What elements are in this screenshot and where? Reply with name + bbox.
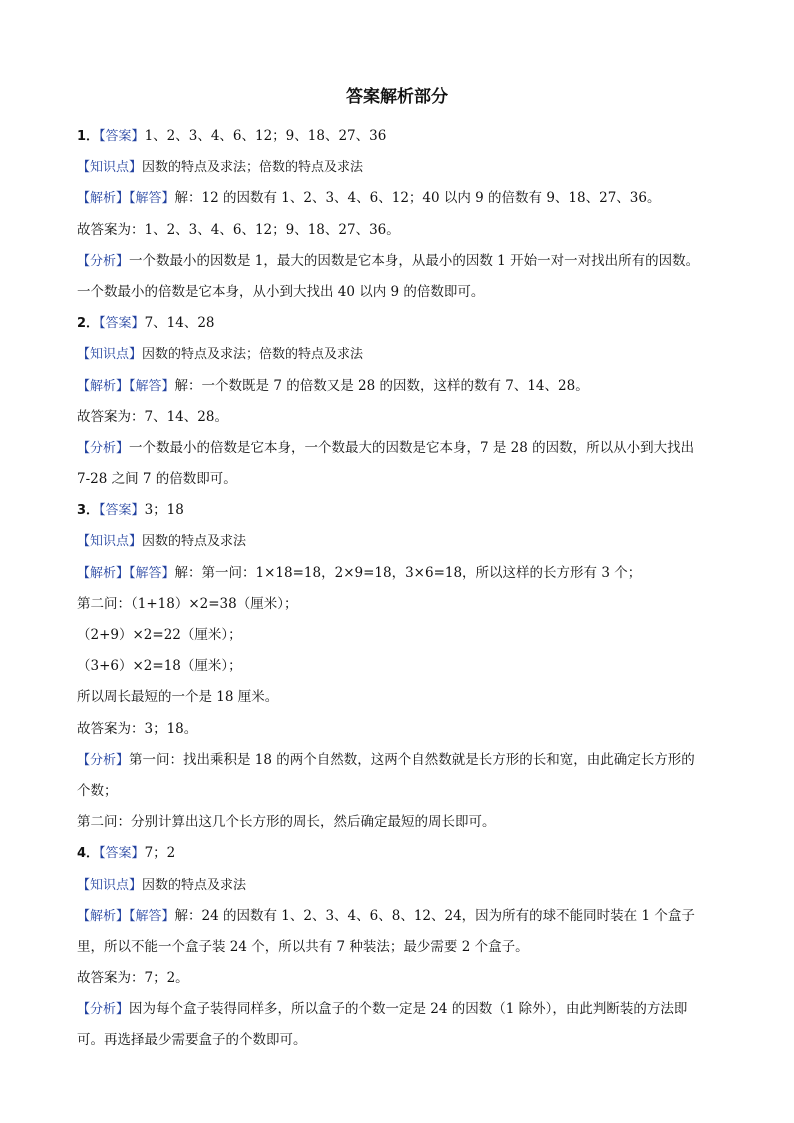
- fenxi-tag: 【分析】: [77, 1002, 130, 1018]
- knowledge-tag: 【知识点】: [77, 877, 143, 893]
- answer-text: 7；2: [144, 845, 176, 862]
- solution-text: 解：24 的因数有 1、2、3、4、6、8、12、24，因为所有的球不能同时装在 1 个盒子: [174, 907, 695, 924]
- fenxi-tag: 【分析】: [77, 253, 130, 269]
- q4-solution-line: [77, 901, 749, 932]
- fenxi-text: 一个数最小的倍数是它本身，一个数最大的因数是它本身，7 是 28 的因数，所以从小到大找出: [129, 439, 695, 456]
- q2-answer-line: [77, 308, 749, 339]
- q3-extra-line-3: （3+6）×2=18（厘米）；: [77, 658, 242, 675]
- q2-fenxi-line-2: 7-28 之间 7 的倍数即可。: [77, 471, 237, 488]
- q3-final-line: 故答案为：3；18。: [77, 720, 198, 737]
- q1-knowledge-line: [77, 152, 749, 183]
- knowledge-text: 因数的特点及求法: [142, 877, 247, 893]
- knowledge-tag: 【知识点】: [77, 160, 143, 176]
- q3-solution-line: [77, 558, 749, 589]
- answer-text: 7、14、28: [144, 315, 215, 332]
- q4-answer-line: [77, 838, 749, 869]
- question-number: 3．: [77, 503, 100, 519]
- q3-extra-line-4: 所以周长最短的一个是 18 厘米。: [77, 689, 279, 706]
- q2-knowledge-line: [77, 339, 749, 370]
- q4-fenxi-line-2: 可。再选择最少需要盒子的个数即可。: [77, 1032, 307, 1049]
- answer-text: 3；18: [144, 502, 184, 519]
- q1-fenxi-line: [77, 246, 749, 277]
- answer-content: [77, 121, 749, 1057]
- q2-solution-line: [77, 371, 749, 402]
- analysis-tag: 【解析】: [77, 191, 130, 207]
- fenxi-tag: 【分析】: [77, 752, 130, 768]
- solution-tag: 【解答】: [129, 565, 175, 581]
- answer-tag: 【答案】: [99, 846, 145, 862]
- solution-tag: 【解答】: [129, 191, 175, 207]
- answer-tag: 【答案】: [99, 503, 145, 519]
- question-number: 4．: [77, 846, 100, 862]
- q3-knowledge-line: [77, 526, 749, 557]
- q3-answer-line: [77, 495, 749, 526]
- knowledge-text: 因数的特点及求法；倍数的特点及求法: [142, 160, 364, 176]
- q3-fenxi-line-3: 第二问：分别计算出这几个长方形的周长，然后确定最短的周长即可。: [77, 814, 496, 831]
- q1-final-line: 故答案为：1、2、3、4、6、12；9、18、27、36。: [77, 221, 400, 238]
- fenxi-tag: 【分析】: [77, 440, 130, 456]
- q4-solution-line-2: 里，所以不能一个盒子装 24 个，所以共有 7 种装法；最少需要 2 个盒子。: [77, 938, 529, 955]
- answer-text: 1、2、3、4、6、12；9、18、27、36: [144, 128, 387, 144]
- solution-tag: 【解答】: [129, 908, 175, 924]
- answer-tag: 【答案】: [99, 316, 145, 332]
- knowledge-text: 因数的特点及求法: [142, 534, 247, 550]
- q4-fenxi-line: [77, 994, 749, 1025]
- q3-extra-line-1: 第二问：（1+18）×2=38（厘米）；: [77, 595, 298, 612]
- q3-fenxi-line: [77, 745, 749, 776]
- solution-text: 解：12 的因数有 1、2、3、4、6、12；40 以内 9 的倍数有 9、18、27、36。: [174, 190, 661, 207]
- answer-tag: 【答案】: [99, 129, 145, 144]
- q4-knowledge-line: [77, 870, 749, 901]
- q1-solution-line: [77, 183, 749, 214]
- fenxi-text: 第一问：找出乘积是 18 的两个自然数，这两个自然数就是长方形的长和宽，由此确定长方形的: [129, 751, 695, 768]
- analysis-tag: 【解析】: [77, 565, 130, 581]
- question-number: 1．: [77, 129, 100, 144]
- analysis-tag: 【解析】: [77, 908, 130, 924]
- fenxi-text: 一个数最小的因数是 1，最大的因数是它本身，从最小的因数 1 开始一对一对找出所有的因数。: [129, 252, 700, 269]
- q4-final-line: 故答案为：7；2。: [77, 970, 189, 987]
- q2-final-line: 故答案为：7、14、28。: [77, 408, 228, 425]
- q1-fenxi-line-2: 一个数最小的倍数是它本身，从小到大找出 40 以内 9 的倍数即可。: [77, 283, 485, 300]
- knowledge-tag: 【知识点】: [77, 347, 143, 363]
- page-title: 答案解析部分: [346, 87, 448, 107]
- fenxi-text: 因为每个盒子装得同样多，所以盒子的个数一定是 24 的因数（1 除外），由此判断装的方法即: [129, 1001, 688, 1018]
- solution-text: 解：一个数既是 7 的倍数又是 28 的因数，这样的数有 7、14、28。: [174, 377, 589, 394]
- q2-fenxi-line: [77, 433, 749, 464]
- solution-text: 解：第一问：1×18=18，2×9=18，3×6=18，所以这样的长方形有 3 个；: [174, 564, 642, 581]
- analysis-tag: 【解析】: [77, 378, 130, 394]
- knowledge-text: 因数的特点及求法；倍数的特点及求法: [142, 347, 364, 363]
- q1-answer-line: [77, 121, 749, 152]
- knowledge-tag: 【知识点】: [77, 534, 143, 550]
- q3-fenxi-line-2: 个数；: [77, 782, 118, 799]
- solution-tag: 【解答】: [129, 378, 175, 394]
- q3-extra-line-2: （2+9）×2=22（厘米）；: [77, 627, 242, 643]
- question-number: 2．: [77, 316, 100, 332]
